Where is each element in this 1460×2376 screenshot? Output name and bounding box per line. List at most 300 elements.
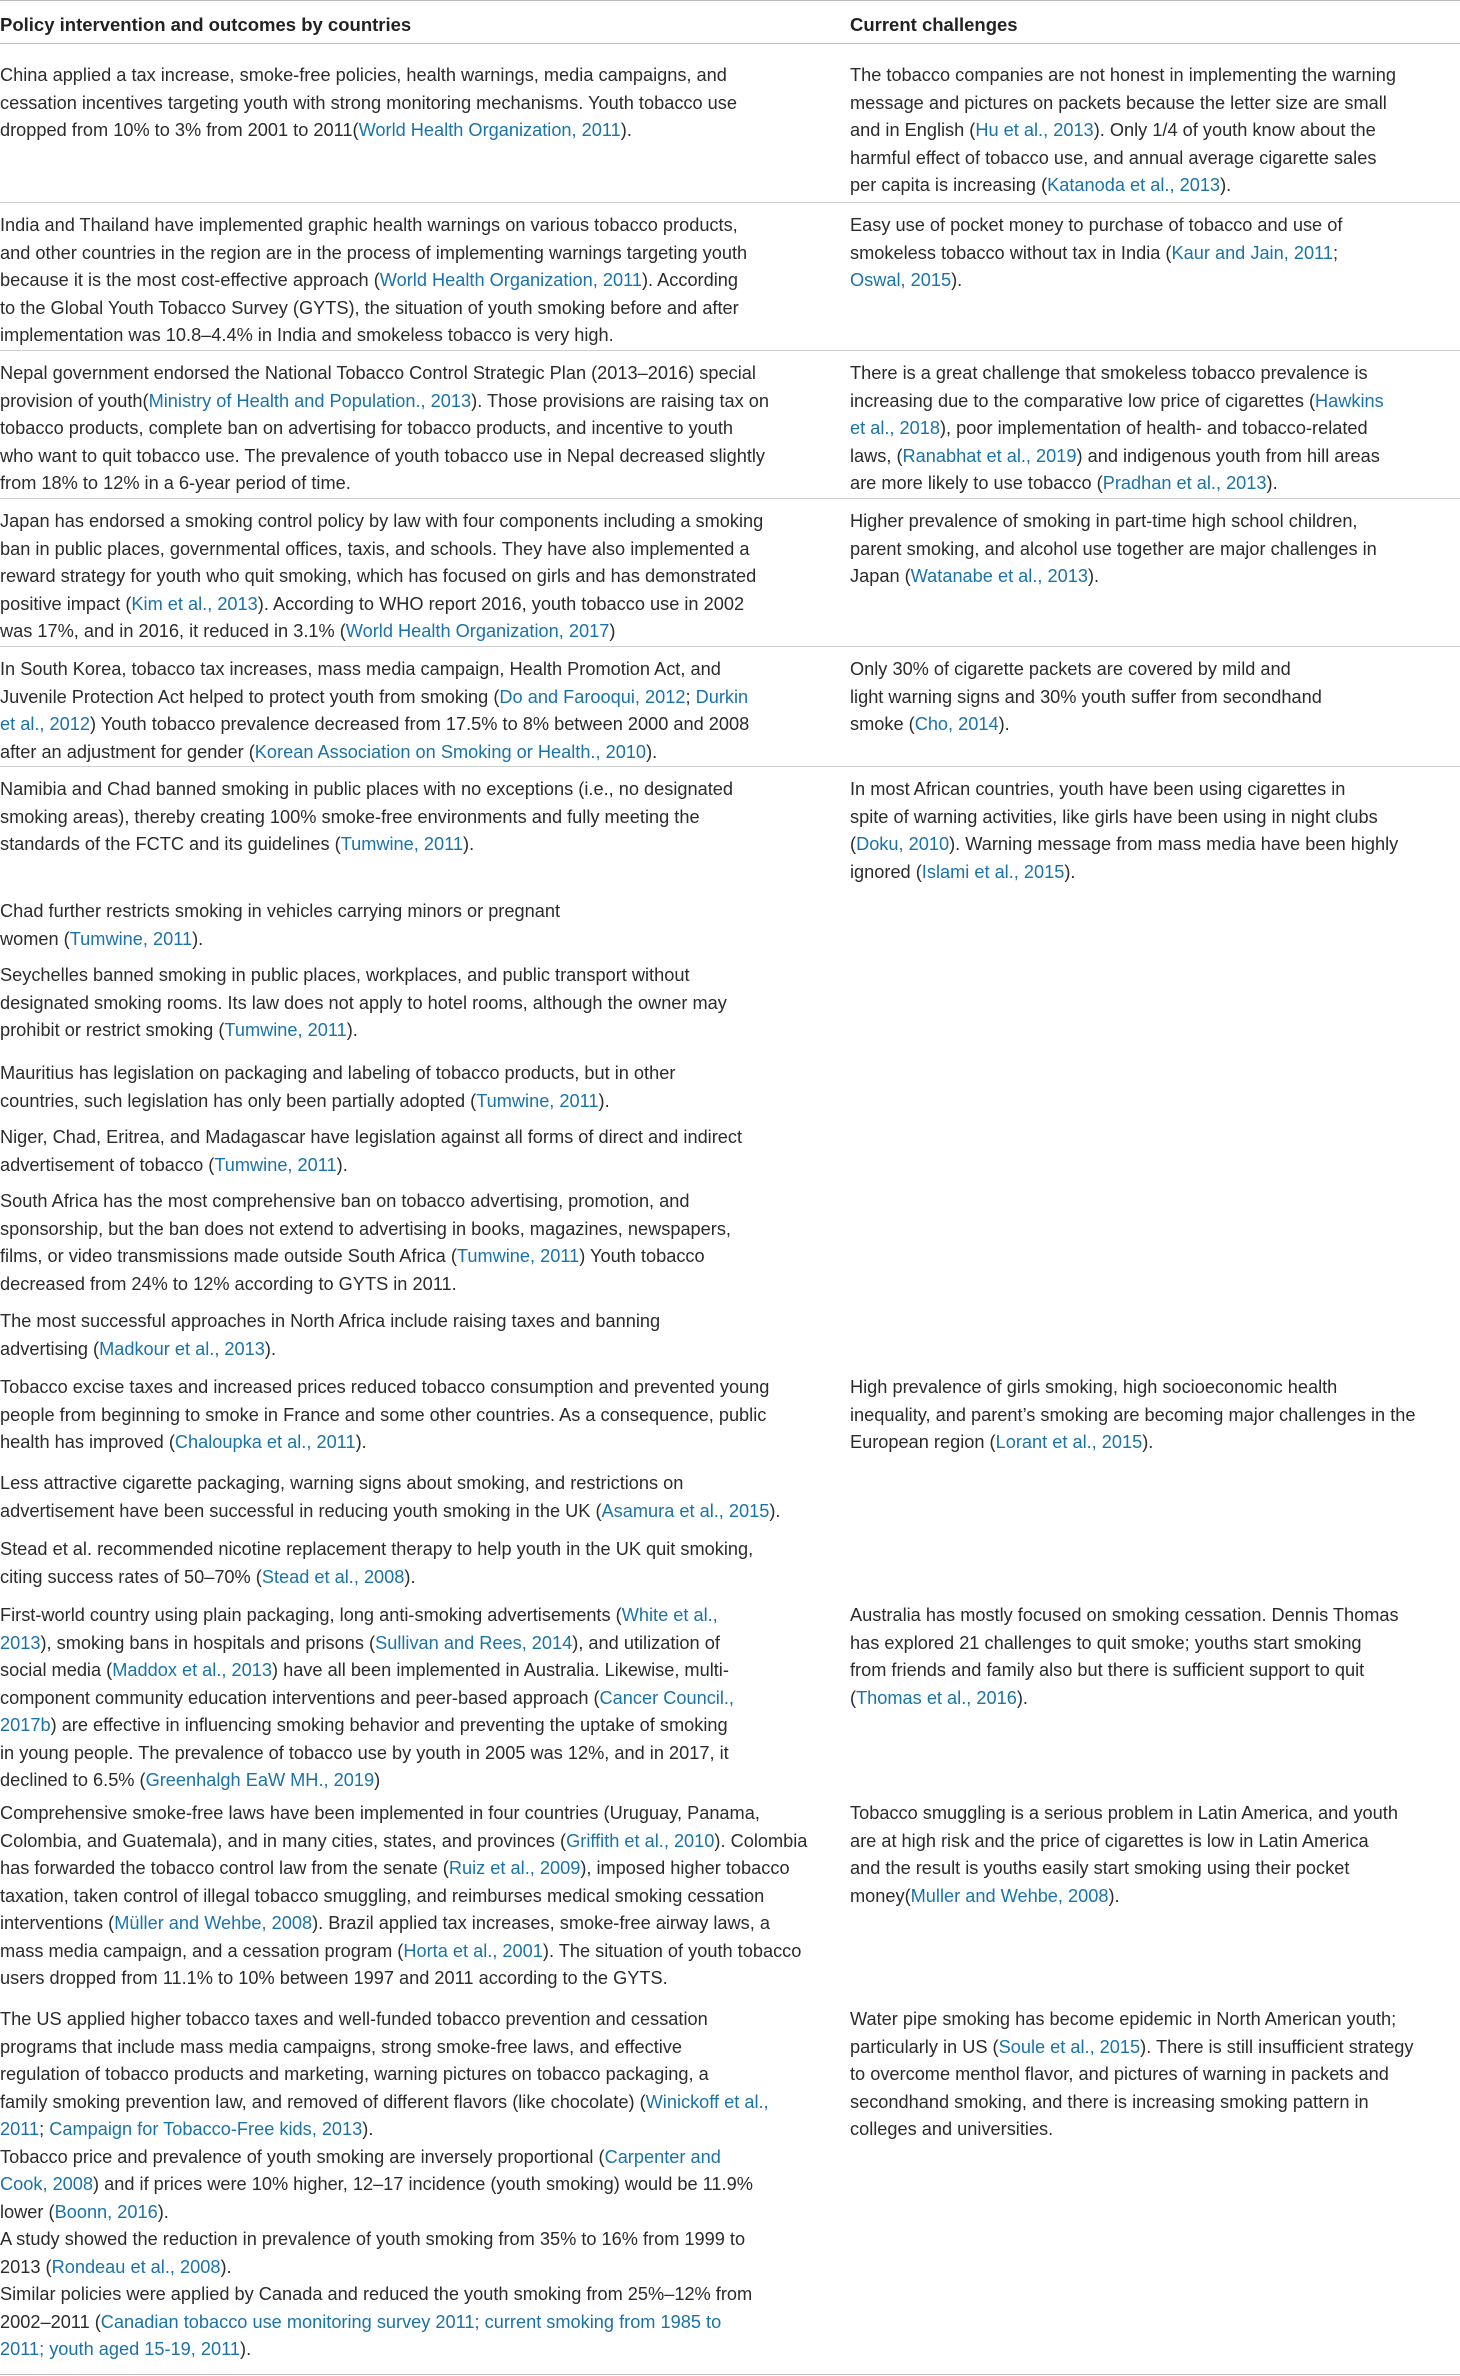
text-segment: ) Youth tobacco bbox=[579, 1246, 705, 1266]
text-segment: ban in public places, governmental offices, taxis, and schools. They have also implemented a bbox=[0, 538, 750, 559]
text-segment: Mauritius has legislation on packaging and labeling of tobacco products, but in other bbox=[0, 1063, 676, 1083]
text-line bbox=[850, 90, 1460, 118]
text-segment: family smoking prevention law, and removed of different flavors (like chocolate) ( bbox=[0, 2091, 646, 2112]
citation-link[interactable]: Rondeau et al., 2008 bbox=[51, 2256, 221, 2277]
text-segment: The most successful approaches in North Africa include raising taxes and banning bbox=[0, 1311, 661, 1331]
text-line bbox=[0, 1685, 830, 1713]
text-segment: because it is the most cost-effective approach ( bbox=[0, 270, 380, 290]
citation-link[interactable]: Durkin bbox=[695, 686, 749, 707]
text-segment: Seychelles banned smoking in public places, workplaces, and public transport without bbox=[0, 965, 690, 985]
text-line bbox=[850, 804, 1460, 832]
text-segment: implementation was 10.8–4.4% in India and smokeless tobacco is very high. bbox=[0, 325, 614, 345]
text-segment: India and Thailand have implemented graphic health warnings on various tobacco products, bbox=[0, 215, 738, 235]
text-segment: The US applied higher tobacco taxes and well-funded tobacco prevention and cessation bbox=[0, 2009, 708, 2029]
text-segment: women ( bbox=[0, 928, 70, 949]
text-segment: ; bbox=[1332, 242, 1338, 263]
policy-cell bbox=[0, 1374, 830, 1457]
text-segment: There is a great challenge that smokeless tobacco prevalence is bbox=[850, 363, 1368, 383]
policy-cell bbox=[0, 1602, 830, 1795]
citation-link[interactable]: Asamura et al., 2015 bbox=[601, 1500, 770, 1521]
citation-link[interactable]: 2013 bbox=[0, 1632, 41, 1653]
text-line bbox=[850, 1855, 1460, 1883]
citation-link[interactable]: Maddox et al., 2013 bbox=[112, 1660, 272, 1680]
text-line bbox=[0, 508, 830, 536]
text-line bbox=[0, 2171, 830, 2199]
text-segment: money( bbox=[850, 1885, 911, 1906]
text-segment: advertisement have been successful in reducing youth smoking in the UK ( bbox=[0, 1500, 602, 1521]
citation-link[interactable]: Griffith et al., 2010 bbox=[566, 1830, 715, 1851]
citation-link[interactable]: Tumwine, 2011 bbox=[214, 1154, 337, 1175]
text-line bbox=[850, 267, 1460, 295]
text-segment: reward strategy for youth who quit smoking, which has focused on girls and has demonstrated bbox=[0, 566, 757, 586]
text-segment: ; bbox=[39, 2119, 50, 2139]
text-segment: ). bbox=[264, 1338, 277, 1359]
text-line bbox=[0, 684, 830, 712]
text-line bbox=[0, 1800, 830, 1828]
citation-link[interactable]: Madkour et al., 2013 bbox=[99, 1338, 265, 1359]
text-line bbox=[0, 2034, 830, 2062]
text-line bbox=[0, 618, 830, 646]
text-segment: users dropped from 11.1% to 10% between 1997 and 2011 according to the GYTS. bbox=[0, 1968, 668, 1988]
text-segment: ). bbox=[1087, 566, 1100, 586]
text-line bbox=[0, 1910, 830, 1938]
citation-link[interactable]: Sullivan and Rees, 2014 bbox=[375, 1632, 573, 1653]
text-segment: social media ( bbox=[0, 1660, 113, 1680]
challenge-cell bbox=[850, 656, 1460, 739]
text-segment: ) bbox=[374, 1770, 381, 1790]
text-line bbox=[0, 1965, 830, 1993]
text-line bbox=[0, 1470, 830, 1498]
text-segment: positive impact ( bbox=[0, 593, 132, 614]
text-line bbox=[850, 1402, 1460, 1430]
text-segment: particularly in US ( bbox=[850, 2036, 999, 2057]
text-segment: secondhand smoking, and there is increasing smoking pattern in bbox=[850, 2091, 1369, 2112]
policy-cell bbox=[0, 2006, 830, 2364]
citation-link[interactable]: World Health Organization, 2011 bbox=[358, 120, 621, 140]
citation-link[interactable]: Tumwine, 2011 bbox=[69, 928, 193, 949]
text-line bbox=[0, 1564, 830, 1592]
text-line bbox=[0, 2336, 830, 2364]
table-header-row bbox=[0, 0, 1460, 44]
citation-link[interactable]: Tumwine, 2011 bbox=[224, 1020, 347, 1040]
column-header-policy: Policy intervention and outcomes by countries bbox=[0, 14, 412, 35]
text-segment: and in English ( bbox=[850, 120, 976, 140]
text-segment: ). bbox=[598, 1090, 610, 1111]
text-segment: increasing due to the comparative low price of cigarettes ( bbox=[850, 390, 1316, 411]
citation-link[interactable]: Ranabhat et al., 2019 bbox=[902, 445, 1077, 466]
text-line bbox=[0, 90, 830, 118]
text-line bbox=[850, 212, 1460, 240]
text-segment: sponsorship, but the ban does not extend to advertising in books, magazines, newspapers, bbox=[0, 1218, 731, 1239]
policy-cell bbox=[0, 1800, 830, 1993]
text-line bbox=[0, 711, 830, 739]
text-segment: ) and if prices were 10% higher, 12–17 incidence (youth smoking) would be 11.9% bbox=[93, 2174, 753, 2194]
text-line bbox=[0, 1271, 830, 1299]
text-segment: films, or video transmissions made outside South Africa ( bbox=[0, 1246, 457, 1266]
text-segment: ). Brazil applied tax increases, smoke-free airway laws, a bbox=[312, 1913, 770, 1933]
text-line bbox=[0, 2089, 830, 2117]
text-segment: component community education interventions and peer-based approach ( bbox=[0, 1687, 600, 1708]
text-line bbox=[0, 2281, 830, 2309]
text-segment: cessation incentives targeting youth with strong monitoring mechanisms. Youth tobacco use bbox=[0, 92, 738, 113]
challenge-cell bbox=[850, 508, 1460, 591]
text-segment: A study showed the reduction in prevalence of youth smoking from 35% to 16% from 1999 to bbox=[0, 2229, 746, 2249]
text-segment: ). bbox=[769, 1500, 781, 1521]
text-segment: ). bbox=[404, 1566, 416, 1587]
policy-cell bbox=[0, 1188, 830, 1298]
text-line bbox=[0, 240, 830, 268]
text-line bbox=[0, 1828, 830, 1856]
text-line bbox=[0, 1088, 830, 1116]
text-line bbox=[0, 1336, 830, 1364]
text-segment: 2013 ( bbox=[0, 2256, 52, 2277]
text-segment: China applied a tax increase, smoke-free policies, health warnings, media campaigns, and bbox=[0, 65, 727, 85]
citation-link[interactable]: Pradhan et al., 2013 bbox=[1102, 473, 1267, 493]
text-line bbox=[0, 1883, 830, 1911]
text-segment: ). bbox=[1064, 861, 1076, 882]
text-line bbox=[850, 776, 1460, 804]
citation-link[interactable]: 2017b bbox=[0, 1715, 51, 1735]
text-segment: decreased from 24% to 12% according to GYTS in 2011. bbox=[0, 1273, 457, 1294]
row-divider bbox=[0, 766, 1460, 767]
text-segment: Namibia and Chad banned smoking in public places with no exceptions (i.e., no designated bbox=[0, 779, 734, 799]
text-segment: prohibit or restrict smoking ( bbox=[0, 1020, 225, 1040]
row-divider bbox=[0, 498, 1460, 499]
text-line bbox=[850, 1630, 1460, 1658]
text-segment: Stead et al. recommended nicotine replacement therapy to help youth in the UK quit smoking, bbox=[0, 1539, 754, 1559]
text-segment: In South Korea, tobacco tax increases, mass media campaign, Health Promotion Act, and bbox=[0, 659, 721, 679]
challenge-cell bbox=[850, 360, 1460, 498]
text-segment: ). According bbox=[641, 270, 739, 290]
table-bottom-rule bbox=[0, 2374, 1460, 2375]
citation-link[interactable]: World Health Organization, 2017 bbox=[345, 621, 610, 641]
text-segment: provision of youth( bbox=[0, 390, 149, 411]
citation-link[interactable]: Stead et al., 2008 bbox=[261, 1566, 405, 1587]
text-segment: ). bbox=[362, 2119, 374, 2139]
text-segment: ). bbox=[951, 270, 963, 290]
text-line bbox=[0, 990, 830, 1018]
citation-link[interactable]: Thomas et al., 2016 bbox=[856, 1687, 1017, 1708]
text-line bbox=[0, 388, 830, 416]
text-line bbox=[850, 859, 1460, 887]
row-divider bbox=[0, 202, 1460, 203]
text-line bbox=[0, 536, 830, 564]
text-segment: dropped from 10% to 3% from 2001 to 2011( bbox=[0, 120, 359, 140]
text-segment: ). bbox=[1142, 1432, 1154, 1452]
text-segment: ). bbox=[240, 2339, 252, 2359]
citation-link[interactable]: World Health Organization, 2011 bbox=[379, 270, 642, 290]
challenge-cell bbox=[850, 2006, 1460, 2144]
policy-cell bbox=[0, 898, 830, 953]
policy-cell bbox=[0, 212, 830, 350]
text-line bbox=[0, 926, 830, 954]
text-segment: ). bbox=[463, 834, 475, 854]
text-segment: to the Global Youth Tobacco Survey (GYTS), the situation of youth smoking before and after bbox=[0, 297, 739, 318]
text-segment: standards of the FCTC and its guidelines ( bbox=[0, 834, 341, 854]
citation-link[interactable]: Campaign for Tobacco-Free kids, 2013 bbox=[49, 2119, 363, 2139]
text-line bbox=[0, 1017, 830, 1045]
citation-link[interactable]: Kaur and Jain, 2011 bbox=[1171, 242, 1333, 263]
text-line bbox=[0, 1060, 830, 1088]
citation-link[interactable]: Korean Association on Smoking or Health., 2010 bbox=[254, 741, 647, 762]
text-segment: ). Only 1/4 of youth know about the bbox=[1093, 120, 1376, 140]
text-segment: ), imposed higher tobacco bbox=[580, 1858, 790, 1878]
text-segment: The tobacco companies are not honest in implementing the warning bbox=[850, 65, 1396, 85]
text-line bbox=[0, 591, 830, 619]
text-line bbox=[0, 2006, 830, 2034]
text-line bbox=[850, 508, 1460, 536]
text-segment: spite of warning activities, like girls have been using in night clubs bbox=[850, 806, 1378, 827]
citation-link[interactable]: Hu et al., 2013 bbox=[975, 120, 1094, 140]
text-line bbox=[0, 1630, 830, 1658]
citation-link[interactable]: 2011; youth aged 15-19, 2011 bbox=[0, 2339, 241, 2359]
text-segment: regulation of tobacco products and marketing, warning pictures on tobacco packaging, a bbox=[0, 2064, 709, 2084]
text-segment: Tobacco excise taxes and increased prices reduced tobacco consumption and prevented young bbox=[0, 1377, 770, 1397]
text-line bbox=[0, 1938, 830, 1966]
text-segment: advertising ( bbox=[0, 1338, 100, 1359]
text-line bbox=[0, 1740, 830, 1768]
text-line bbox=[850, 656, 1460, 684]
text-segment: Tobacco price and prevalence of youth smoking are inversely proportional ( bbox=[0, 2146, 605, 2167]
citation-link[interactable]: Tumwine, 2011 bbox=[456, 1246, 580, 1266]
text-segment: ). bbox=[998, 714, 1010, 734]
citation-link[interactable]: Muller and Wehbe, 2008 bbox=[910, 1885, 1109, 1906]
text-segment: and other countries in the region are in the process of implementing warnings targeting youth bbox=[0, 242, 748, 263]
column-header-challenges: Current challenges bbox=[850, 14, 1018, 35]
citation-link[interactable]: 2011 bbox=[0, 2119, 40, 2139]
text-line bbox=[0, 415, 830, 443]
text-line bbox=[850, 2061, 1460, 2089]
text-segment: Similar policies were applied by Canada and reduced the youth smoking from 25%–12% from bbox=[0, 2284, 753, 2304]
citation-link[interactable]: Doku, 2010 bbox=[856, 834, 950, 854]
text-line bbox=[850, 443, 1460, 471]
text-line bbox=[850, 145, 1460, 173]
text-line bbox=[850, 240, 1460, 268]
citation-link[interactable]: Tumwine, 2011 bbox=[340, 834, 464, 854]
text-line bbox=[850, 360, 1460, 388]
text-line bbox=[0, 563, 830, 591]
text-segment: ). bbox=[1266, 473, 1278, 493]
text-segment: declined to 6.5% ( bbox=[0, 1770, 146, 1790]
challenge-cell bbox=[850, 212, 1460, 295]
policy-cell bbox=[0, 1308, 830, 1363]
citation-link[interactable]: Do and Farooqui, 2012 bbox=[499, 686, 686, 707]
citation-link[interactable]: Greenhalgh EaW MH., 2019 bbox=[145, 1770, 375, 1790]
citation-link[interactable]: Cho, 2014 bbox=[914, 714, 999, 734]
text-segment: ). There is still insufficient strategy bbox=[1140, 2036, 1414, 2057]
text-segment: ). bbox=[220, 2256, 232, 2277]
text-line bbox=[0, 1243, 830, 1271]
citation-link[interactable]: et al., 2018 bbox=[850, 418, 940, 438]
text-segment: ), poor implementation of health- and tobacco-related bbox=[940, 418, 1368, 438]
text-segment: light warning signs and 30% youth suffer from secondhand bbox=[850, 686, 1322, 707]
citation-link[interactable]: Katanoda et al., 2013 bbox=[1047, 175, 1221, 195]
text-segment: lower ( bbox=[0, 2201, 55, 2222]
text-segment: ) bbox=[609, 621, 616, 641]
text-line bbox=[850, 536, 1460, 564]
text-segment: smokeless tobacco without tax in India ( bbox=[850, 242, 1172, 263]
challenge-cell bbox=[850, 1374, 1460, 1457]
citation-link[interactable]: Islami et al., 2015 bbox=[921, 861, 1065, 882]
text-segment: ). Those provisions are raising tax on bbox=[471, 390, 770, 411]
text-line bbox=[0, 62, 830, 90]
citation-link[interactable]: Cancer Council., bbox=[599, 1687, 734, 1708]
text-line bbox=[0, 2254, 830, 2282]
text-segment: ). Colombia bbox=[714, 1830, 808, 1851]
text-segment: after an adjustment for gender ( bbox=[0, 741, 255, 762]
text-segment: ). bbox=[355, 1432, 367, 1452]
text-segment: people from beginning to smoke in France and some other countries. As a consequence, public bbox=[0, 1404, 767, 1425]
text-line bbox=[0, 2309, 830, 2337]
citation-link[interactable]: Cook, 2008 bbox=[0, 2174, 94, 2194]
citation-link[interactable]: Kim et al., 2013 bbox=[131, 593, 258, 614]
text-segment: are more likely to use tobacco ( bbox=[850, 473, 1103, 493]
text-segment: European region ( bbox=[850, 1432, 996, 1452]
text-segment: Japan ( bbox=[850, 566, 911, 586]
row-divider bbox=[0, 350, 1460, 351]
citation-link[interactable]: Hawkins bbox=[1315, 390, 1384, 411]
text-segment: ), smoking bans in hospitals and prisons ( bbox=[40, 1632, 376, 1653]
text-line bbox=[0, 804, 830, 832]
citation-link[interactable]: Horta et al., 2001 bbox=[403, 1940, 543, 1961]
text-segment: in young people. The prevalence of tobacco use by youth in 2005 was 12%, and in 2017, it bbox=[0, 1742, 729, 1763]
text-segment: Juvenile Protection Act helped to protect youth from smoking ( bbox=[0, 686, 500, 707]
challenge-cell bbox=[850, 1800, 1460, 1910]
text-segment: 2002–2011 ( bbox=[0, 2311, 101, 2332]
text-line bbox=[850, 388, 1460, 416]
text-line bbox=[850, 415, 1460, 443]
text-line bbox=[850, 62, 1460, 90]
text-line bbox=[0, 1374, 830, 1402]
text-segment: ). bbox=[157, 2201, 169, 2222]
text-line bbox=[850, 470, 1460, 498]
policy-cell bbox=[0, 656, 830, 766]
text-segment: has explored 21 challenges to quit smoke; youths start smoking bbox=[850, 1632, 1362, 1653]
text-segment: Water pipe smoking has become epidemic in North American youth; bbox=[850, 2009, 1397, 2029]
text-segment: taxation, taken control of illegal tobacco smuggling, and reimburses medical smoking cessation bbox=[0, 1885, 765, 1906]
text-line bbox=[850, 1883, 1460, 1911]
text-segment: South Africa has the most comprehensive ban on tobacco advertising, promotion, and bbox=[0, 1191, 690, 1211]
text-line bbox=[0, 1602, 830, 1630]
text-segment: Niger, Chad, Eritrea, and Madagascar have legislation against all forms of direct and indirect bbox=[0, 1127, 743, 1147]
text-line bbox=[0, 776, 830, 804]
text-line bbox=[0, 1536, 830, 1564]
text-line bbox=[0, 1124, 830, 1152]
text-line bbox=[0, 212, 830, 240]
text-segment: inequality, and parent’s smoking are becoming major challenges in the bbox=[850, 1404, 1416, 1425]
citation-link[interactable]: Boonn, 2016 bbox=[54, 2201, 158, 2222]
text-line bbox=[0, 1216, 830, 1244]
policy-cell bbox=[0, 1536, 830, 1591]
policy-cell bbox=[0, 1060, 830, 1115]
citation-link[interactable]: Winickoff et al., bbox=[645, 2091, 769, 2112]
text-segment: smoke ( bbox=[850, 714, 915, 734]
text-line bbox=[850, 711, 1460, 739]
text-segment: parent smoking, and alcohol use together are major challenges in bbox=[850, 538, 1377, 559]
text-segment: who want to quit tobacco use. The prevalence of youth tobacco use in Nepal decreased slightly bbox=[0, 445, 766, 466]
citation-link[interactable]: Canadian tobacco use monitoring survey 2011; current smoking from 1985 to bbox=[100, 2311, 722, 2332]
citation-link[interactable]: Oswal, 2015 bbox=[850, 270, 952, 290]
citation-link[interactable]: White et al., bbox=[621, 1605, 718, 1625]
text-segment: Japan has endorsed a smoking control policy by law with four components including a smoking bbox=[0, 511, 764, 531]
text-segment: per capita is increasing ( bbox=[850, 175, 1048, 195]
text-segment: ). bbox=[336, 1154, 348, 1175]
text-line bbox=[850, 1374, 1460, 1402]
text-line bbox=[0, 2144, 830, 2172]
text-segment: ( bbox=[850, 834, 857, 854]
text-segment: has forwarded the tobacco control law from the senate ( bbox=[0, 1858, 449, 1878]
text-line bbox=[850, 2006, 1460, 2034]
challenge-cell bbox=[850, 1602, 1460, 1712]
text-line bbox=[850, 684, 1460, 712]
citation-link[interactable]: Watanabe et al., 2013 bbox=[910, 566, 1088, 586]
citation-link[interactable]: Ruiz et al., 2009 bbox=[448, 1858, 581, 1878]
citation-link[interactable]: Carpenter and bbox=[604, 2146, 721, 2167]
text-line bbox=[0, 1429, 830, 1457]
citation-link[interactable]: et al., 2012 bbox=[0, 714, 90, 734]
citation-link[interactable]: Müller and Wehbe, 2008 bbox=[114, 1913, 313, 1933]
text-segment: ). bbox=[1016, 1687, 1028, 1708]
text-line bbox=[850, 1602, 1460, 1630]
text-segment: Only 30% of cigarette packets are covered by mild and bbox=[850, 659, 1291, 679]
text-line bbox=[0, 267, 830, 295]
text-line bbox=[850, 1685, 1460, 1713]
text-line bbox=[0, 322, 830, 350]
text-segment: are at high risk and the price of cigarettes is low in Latin America bbox=[850, 1830, 1369, 1851]
citation-link[interactable]: Chaloupka et al., 2011 bbox=[174, 1432, 356, 1452]
text-segment: was 17%, and in 2016, it reduced in 3.1% ( bbox=[0, 621, 346, 641]
text-line bbox=[850, 1800, 1460, 1828]
text-segment: from 18% to 12% in a 6-year period of time. bbox=[0, 473, 351, 493]
text-segment: Nepal government endorsed the National Tobacco Control Strategic Plan (2013–2016) special bbox=[0, 363, 756, 383]
text-line bbox=[850, 831, 1460, 859]
text-line bbox=[0, 360, 830, 388]
citation-link[interactable]: Tumwine, 2011 bbox=[476, 1090, 599, 1111]
row-divider bbox=[0, 646, 1460, 647]
text-segment: ). bbox=[620, 120, 632, 140]
text-segment: ) Youth tobacco prevalence decreased from 17.5% to 8% between 2000 and 2008 bbox=[90, 714, 750, 734]
text-segment: mass media campaign, and a cessation program ( bbox=[0, 1940, 404, 1961]
text-line bbox=[0, 1767, 830, 1795]
citation-link[interactable]: Ministry of Health and Population., 2013 bbox=[148, 390, 472, 411]
text-line bbox=[850, 117, 1460, 145]
citation-link[interactable]: Soule et al., 2015 bbox=[998, 2036, 1141, 2057]
text-segment: from friends and family also but there is sufficient support to quit bbox=[850, 1660, 1365, 1680]
citation-link[interactable]: Lorant et al., 2015 bbox=[995, 1432, 1143, 1452]
text-line bbox=[0, 1188, 830, 1216]
text-line bbox=[850, 2089, 1460, 2117]
text-segment: ). bbox=[1108, 1885, 1120, 1906]
text-line bbox=[850, 2116, 1460, 2144]
text-segment: advertisement of tobacco ( bbox=[0, 1154, 215, 1175]
text-line bbox=[0, 1712, 830, 1740]
text-segment: ). Warning message from mass media have been highly bbox=[949, 834, 1399, 854]
text-segment: smoking areas), thereby creating 100% smoke-free environments and fully meeting the bbox=[0, 806, 700, 827]
text-segment: ). According to WHO report 2016, youth tobacco use in 2002 bbox=[257, 593, 745, 614]
text-line bbox=[0, 2061, 830, 2089]
text-line bbox=[850, 1429, 1460, 1457]
text-segment: ) and indigenous youth from hill areas bbox=[1076, 445, 1380, 466]
text-segment: Tobacco smuggling is a serious problem in Latin America, and youth bbox=[850, 1803, 1398, 1823]
text-line bbox=[0, 1498, 830, 1526]
text-line bbox=[0, 1402, 830, 1430]
text-segment: Easy use of pocket money to purchase of tobacco and use of bbox=[850, 215, 1343, 235]
text-segment: Higher prevalence of smoking in part-time high school children, bbox=[850, 511, 1358, 531]
text-segment: ). bbox=[192, 928, 204, 949]
text-line bbox=[850, 1657, 1460, 1685]
text-segment: Comprehensive smoke-free laws have been implemented in four countries (Uruguay, Panama, bbox=[0, 1803, 760, 1823]
policy-cell bbox=[0, 508, 830, 646]
